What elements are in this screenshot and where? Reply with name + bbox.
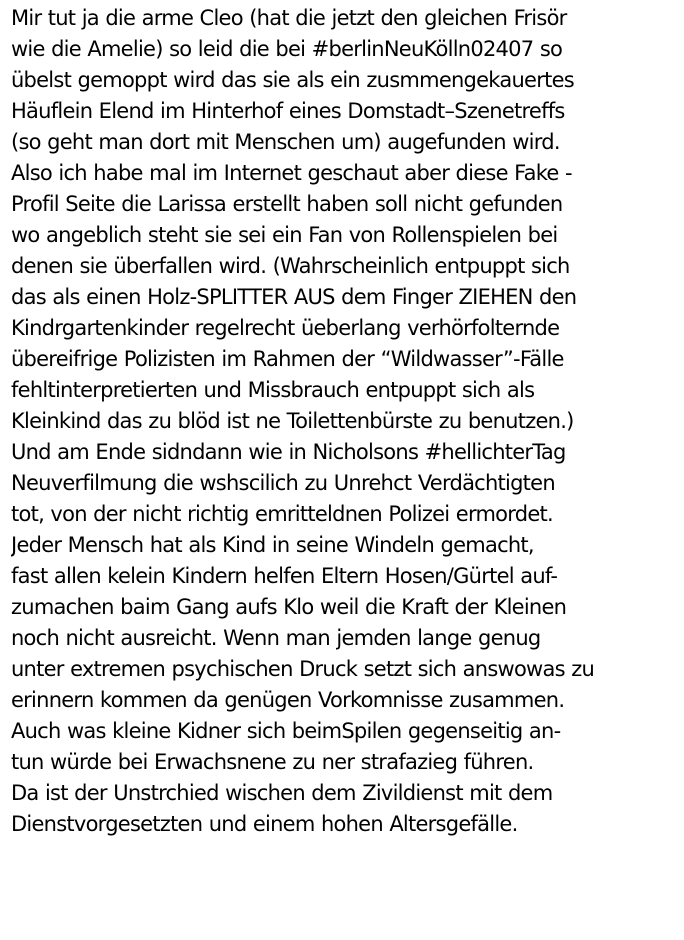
text-line-8: wo angeblich steht sie sei ein Fan von Rollenspielen bei bbox=[11, 223, 558, 247]
text-line-16: Neuverfilmung die wshscilich zu Unrehct Verdächtigten bbox=[11, 471, 555, 495]
text-line-23: erinnern kommen da genügen Vorkomnisse zusammen. bbox=[11, 688, 565, 712]
text-line-3: übelst gemoppt wird das sie als ein zusmmengekauertes bbox=[11, 68, 574, 92]
text-line-1: Mir tut ja die arme Cleo (hat die jetzt den gleichen Frisör bbox=[11, 6, 567, 30]
text-line-27: Dienstvorgesetzten und einem hohen Altersgefälle. bbox=[11, 812, 518, 836]
text-line-4: Häuflein Elend im Hinterhof eines Domstadt–Szenetreffs bbox=[11, 99, 565, 123]
text-line-22: unter extremen psychischen Druck setzt sich answowas zu bbox=[11, 657, 595, 681]
text-line-5: (so geht man dort mit Menschen um) augefunden wird. bbox=[11, 130, 560, 154]
text-line-25: tun würde bei Erwachsnene zu ner strafazieg führen. bbox=[11, 750, 534, 774]
text-line-6: Also ich habe mal im Internet geschaut aber diese Fake - bbox=[11, 161, 572, 185]
text-line-14: Kleinkind das zu blöd ist ne Toilettenbürste zu benutzen.) bbox=[11, 409, 574, 433]
text-line-2: wie die Amelie) so leid die bei #berlinNeuKölln02407 so bbox=[11, 37, 563, 61]
text-line-26: Da ist der Unstrchied wischen dem Zivildienst mit dem bbox=[11, 781, 553, 805]
document-page bbox=[11, 3, 681, 937]
text-line-24: Auch was kleine Kidner sich beimSpilen gegenseitig an- bbox=[11, 719, 561, 743]
text-line-11: Kindrgartenkinder regelrecht üeberlang verhörfolternde bbox=[11, 316, 560, 340]
text-line-19: fast allen kelein Kindern helfen Eltern Hosen/Gürtel auf- bbox=[11, 564, 558, 588]
text-line-15: Und am Ende sidndann wie in Nicholsons #hellichterTag bbox=[11, 440, 566, 464]
text-line-20: zumachen baim Gang aufs Klo weil die Kraft der Kleinen bbox=[11, 595, 567, 619]
text-line-9: denen sie überfallen wird. (Wahrscheinlich entpuppt sich bbox=[11, 254, 570, 278]
text-line-18: Jeder Mensch hat als Kind in seine Windeln gemacht, bbox=[11, 533, 534, 557]
text-line-10: das als einen Holz-SPLITTER AUS dem Finger ZIEHEN den bbox=[11, 285, 577, 309]
text-line-21: noch nicht ausreicht. Wenn man jemden lange genug bbox=[11, 626, 541, 650]
text-line-13: fehltinterpretierten und Missbrauch entpuppt sich als bbox=[11, 378, 535, 402]
text-line-7: Profil Seite die Larissa erstellt haben soll nicht gefunden bbox=[11, 192, 563, 216]
text-line-17: tot, von der nicht richtig emritteldnen Polizei ermordet. bbox=[11, 502, 553, 526]
text-line-12: übereifrige Polizisten im Rahmen der “Wildwasser”-Fälle bbox=[11, 347, 564, 371]
